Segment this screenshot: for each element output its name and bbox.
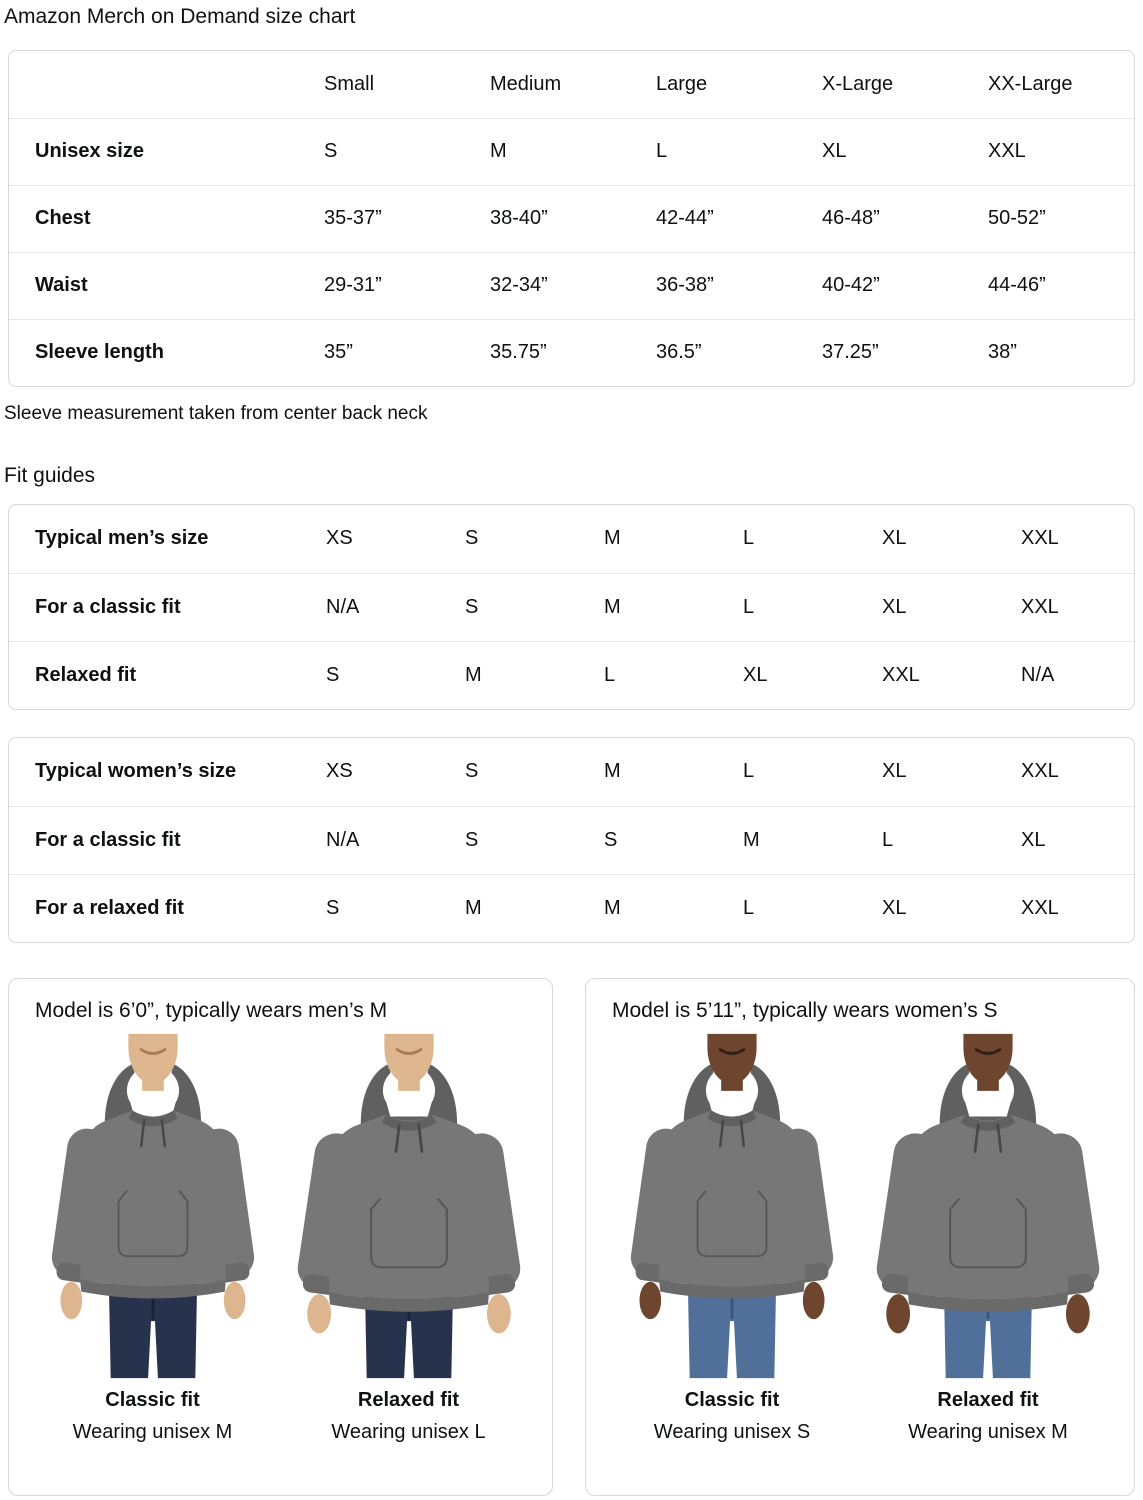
mens-model-card [8,978,553,1496]
womens-model-heading: Model is 5’11”, typically wears women’s S [612,999,998,1022]
fit-cell: XL [882,896,907,919]
column-header-xlarge: X-Large [822,72,894,95]
row-label: Relaxed fit [35,663,137,686]
model-cards [8,978,1135,1496]
fit-label: Relaxed fit [357,1389,460,1411]
fit-cell: S [465,828,479,851]
fit-cell: XS [326,527,353,550]
fit-cell: XXL [882,663,920,686]
table-row-typical-mens-size [9,505,1135,573]
womens-relaxed-fit-figure [865,1033,1111,1444]
fit-cell: N/A [326,595,360,618]
fit-cell: XXL [1021,527,1059,550]
fit-cell: M [604,595,621,618]
fit-cell: N/A [326,828,360,851]
fit-cell: XXL [1021,595,1059,618]
row-label: Unisex size [35,140,144,162]
row-label: Waist [35,274,88,296]
size-cell: M [490,140,507,162]
womens-model-card [585,978,1135,1496]
size-cell: S [324,140,338,162]
row-label: For a classic fit [35,595,181,618]
model-photo-man-relaxed [286,1033,532,1379]
size-cell: 38-40” [490,207,548,229]
row-label: Typical women’s size [35,760,237,783]
table-row-womens-relaxed-fit [9,874,1135,942]
size-cell: 36.5” [656,341,702,364]
size-cell: XXL [988,140,1026,162]
column-header-small: Small [324,72,375,95]
model-photo-man-classic [30,1033,276,1379]
corner-cell [9,51,324,118]
size-cell: L [656,140,668,162]
mens-relaxed-fit-figure [286,1033,532,1444]
fit-label: Classic fit [684,1389,780,1411]
column-header-xxlarge: XX-Large [988,72,1073,95]
fit-cell: XXL [1021,896,1059,919]
fit-label: Classic fit [105,1389,200,1411]
fit-cell: XL [882,760,907,783]
fit-cell: S [326,663,340,686]
fit-cell: XL [882,527,907,550]
size-cell: 29-31” [324,274,382,296]
size-cell: 38” [988,341,1017,364]
fit-cell: S [465,760,479,783]
table-row-mens-relaxed-fit [9,641,1135,709]
table-row-womens-classic-fit [9,806,1135,874]
row-label: Typical men’s size [35,527,209,550]
fit-cell: L [882,828,894,851]
fit-cell: S [326,896,340,919]
wearing-label: Wearing unisex S [653,1421,811,1443]
row-label: Sleeve length [35,341,164,364]
row-label: Chest [35,207,91,229]
model-photo-woman-relaxed [865,1033,1111,1379]
size-cell: 35.75” [490,341,547,364]
size-cell: 46-48” [822,207,880,229]
size-cell: 42-44” [656,207,714,229]
size-cell: XL [822,140,847,162]
size-table-header-row [9,51,1135,118]
fit-cell: S [465,527,479,550]
mens-classic-fit-figure [30,1033,276,1444]
table-row-chest [9,185,1135,252]
fit-cell: XXL [1021,760,1059,783]
fit-label: Relaxed fit [937,1389,1039,1411]
size-cell: 40-42” [822,274,880,296]
wearing-label: Wearing unisex M [908,1421,1068,1443]
fit-cell: M [604,896,621,919]
fit-cell: XL [743,663,768,686]
size-cell: 37.25” [822,341,879,364]
fit-cell: L [743,595,755,618]
fit-cell: L [743,527,755,550]
fit-cell: L [743,896,755,919]
fit-cell: M [743,828,760,851]
fit-cell: XL [882,595,907,618]
page-title: Amazon Merch on Demand size chart [4,5,356,28]
column-header-medium: Medium [490,72,562,95]
fit-cell: M [465,896,482,919]
fit-guides-heading: Fit guides [4,464,96,487]
model-photo-woman-classic [609,1033,855,1379]
fit-cell: S [604,828,618,851]
size-cell: 35” [324,341,353,364]
wearing-label: Wearing unisex M [72,1421,233,1443]
mens-model-heading: Model is 6’0”, typically wears men’s M [35,999,388,1022]
fit-cell: M [604,527,621,550]
fit-cell: XS [326,760,353,783]
fit-cell: M [465,663,482,686]
womens-fit-guide-table [8,737,1135,943]
column-header-large: Large [656,72,708,95]
fit-cell: L [743,760,755,783]
fit-cell: N/A [1021,663,1055,686]
size-cell: 35-37” [324,207,382,229]
row-label: For a classic fit [35,828,181,851]
fit-cell: L [604,663,616,686]
womens-classic-fit-figure [609,1033,855,1444]
table-row-unisex-size [9,118,1135,185]
table-row-waist [9,252,1135,319]
table-row-mens-classic-fit [9,573,1135,641]
fit-cell: M [604,760,621,783]
size-cell: 50-52” [988,207,1046,229]
row-label: For a relaxed fit [35,896,184,919]
mens-fit-guide-table [8,504,1135,710]
fit-cell: S [465,595,479,618]
sleeve-measurement-note: Sleeve measurement taken from center back neck [4,403,428,424]
size-cell: 36-38” [656,274,714,296]
size-chart-table [8,50,1135,387]
size-cell: 32-34” [490,274,548,296]
fit-cell: XL [1021,828,1046,851]
table-row-sleeve-length [9,319,1135,386]
wearing-label: Wearing unisex L [331,1421,486,1443]
table-row-typical-womens-size [9,738,1135,806]
size-cell: 44-46” [988,274,1046,296]
